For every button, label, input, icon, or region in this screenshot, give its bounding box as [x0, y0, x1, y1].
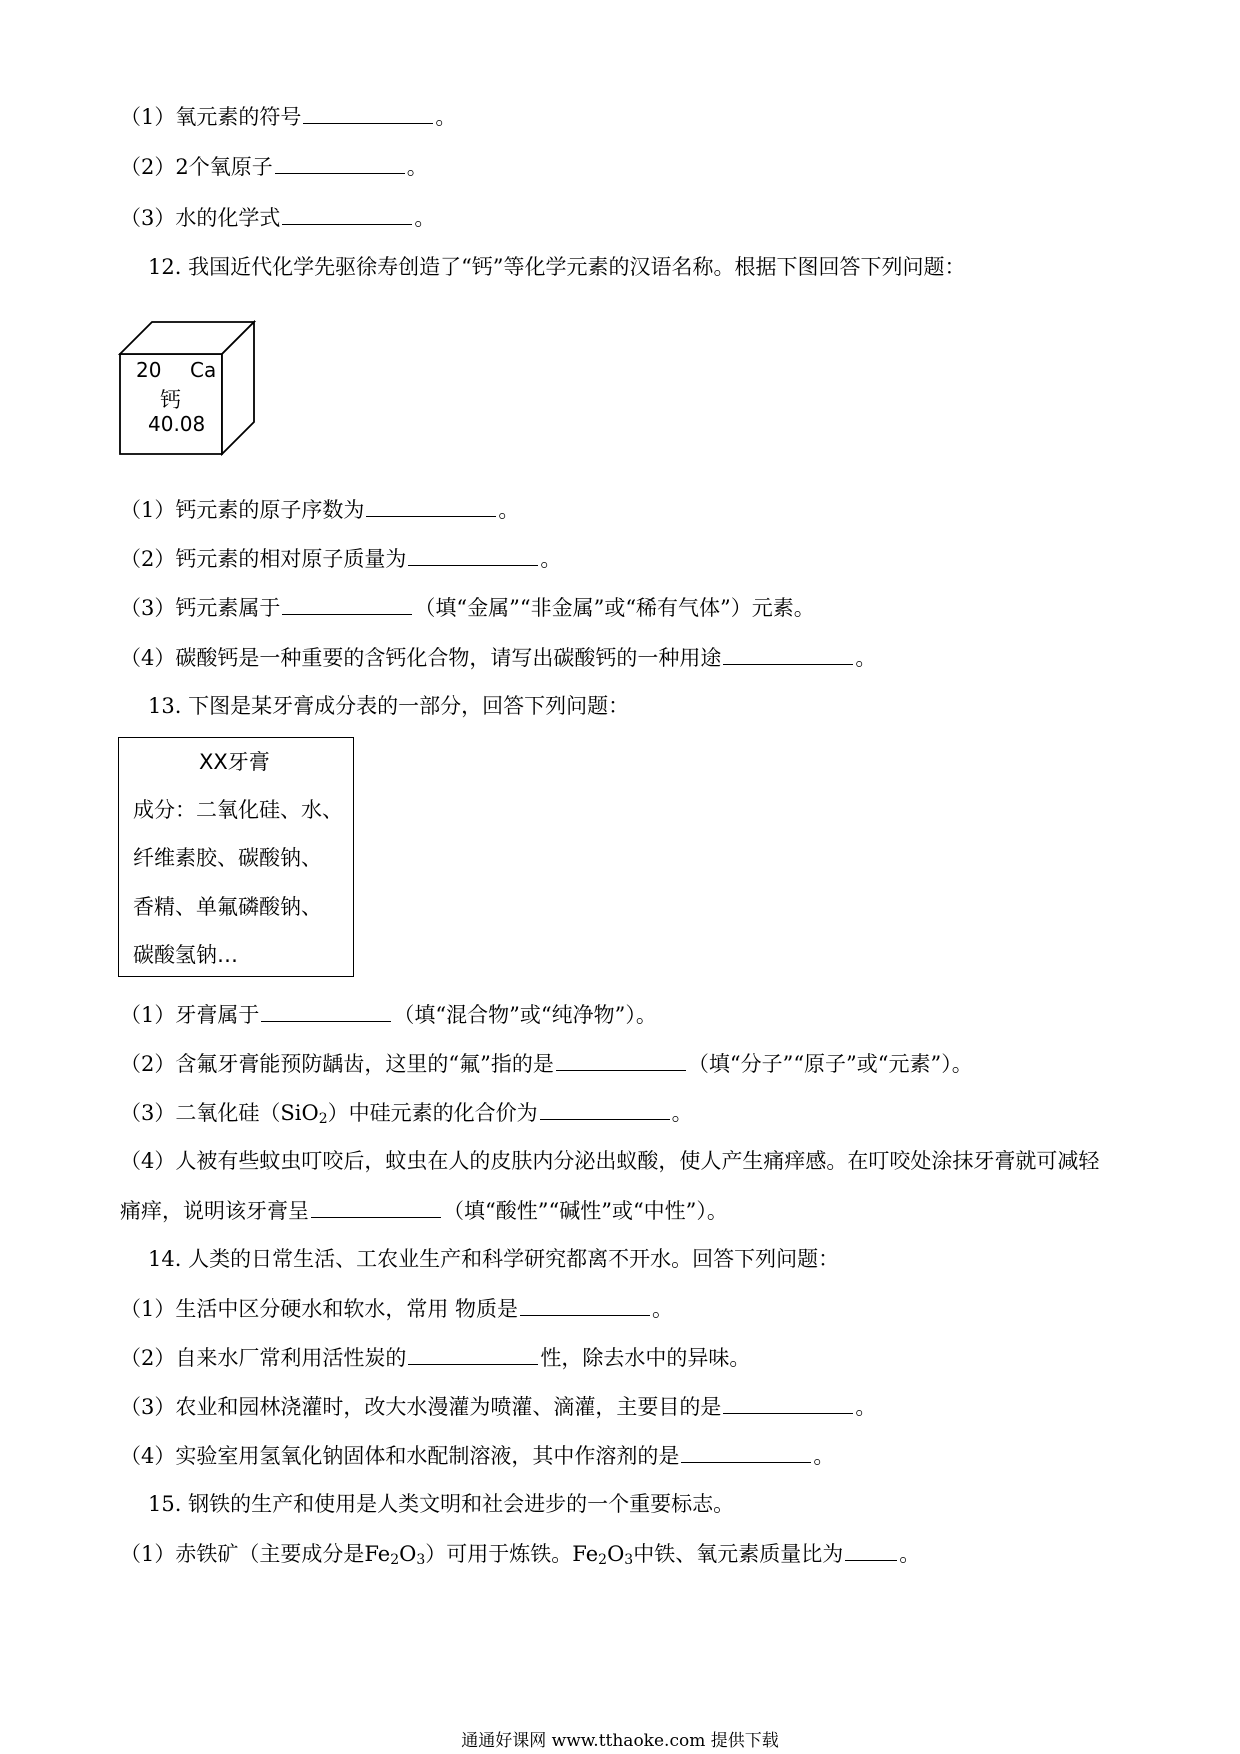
- answer-blank[interactable]: [845, 1538, 897, 1561]
- answer-blank[interactable]: [366, 494, 496, 517]
- q13-item-2: （2）含氟牙膏能预防龋齿，这里的“氟”指的是 （填“分子”“原子”或“元素”）。: [120, 1048, 973, 1079]
- answer-blank[interactable]: [303, 101, 433, 124]
- answer-blank[interactable]: [556, 1048, 686, 1071]
- periodic-element-cube: [118, 320, 258, 456]
- atomic-number: 20: [136, 358, 162, 382]
- q13-item-1: （1）牙膏属于 （填“混合物”或“纯净物”）。: [120, 999, 657, 1030]
- label-line: 纤维素胶、碳酸钠、: [133, 846, 322, 870]
- answer-blank[interactable]: [282, 592, 412, 615]
- q14-item-3: （3）农业和园林浇灌时，改大水漫灌为喷灌、滴灌，主要目的是 。: [120, 1391, 876, 1422]
- q14-stem: 14. 人类的日常生活、工农业生产和科学研究都离不开水。回答下列问题：: [148, 1247, 840, 1271]
- q12-item-4: （4）碳酸钙是一种重要的含钙化合物，请写出碳酸钙的一种用途 。: [120, 642, 876, 673]
- q15-item-1: （1）赤铁矿（主要成分是$Fe_2O_3$）可用于炼铁。$Fe_2O_3$中铁、氧元素质量比为 。: [120, 1538, 920, 1569]
- q13-item-3: （3）二氧化硅（SiO$_2$）中硅元素的化合价为 。: [120, 1097, 693, 1128]
- q13-item-4: （4）人被有些蚊虫叮咬后，蚊虫在人的皮肤内分泌出蚁酸，使人产生痛痒感。在叮咬处涂抹牙膏就可减轻: [120, 1149, 1100, 1173]
- q14-item-1: （1）生活中区分硬水和软水，常用 物质是 。: [120, 1293, 673, 1324]
- page-footer: 通通好课网 www.tthaoke.com 提供下载: [461, 1731, 779, 1751]
- q12-item-2: （2）钙元素的相对原子质量为 。: [120, 543, 561, 574]
- q14-item-4: （4）实验室用氢氧化钠固体和水配制溶液，其中作溶剂的是 。: [120, 1440, 834, 1471]
- q14-item-2: （2）自来水厂常利用活性炭的 性，除去水中的异味。: [120, 1342, 750, 1373]
- q11-item-3: （3）水的化学式 。: [120, 202, 435, 233]
- answer-blank[interactable]: [408, 543, 538, 566]
- answer-blank[interactable]: [261, 999, 391, 1022]
- q15-stem: 15. 钢铁的生产和使用是人类文明和社会进步的一个重要标志。: [148, 1492, 735, 1516]
- q13-item-4-cont: 痛痒，说明该牙膏呈 （填“酸性”“碱性”或“中性”）。: [120, 1195, 728, 1226]
- q11-item-1: （1）氧元素的符号 。: [120, 101, 456, 132]
- answer-blank[interactable]: [520, 1293, 650, 1316]
- label-line: 碳酸氢钠…: [133, 943, 238, 967]
- element-name: 钙: [160, 388, 181, 412]
- element-symbol: Ca: [190, 358, 217, 382]
- answer-blank[interactable]: [540, 1097, 670, 1120]
- answer-blank[interactable]: [723, 642, 853, 665]
- answer-blank[interactable]: [282, 202, 412, 225]
- q12-stem: 12. 我国近代化学先驱徐寿创造了“钙”等化学元素的汉语名称。根据下图回答下列问题：: [148, 255, 966, 279]
- label-line: 成分：二氧化硅、水、: [133, 798, 343, 822]
- q11-item-2: （2）2个氧原子 。: [120, 151, 428, 182]
- answer-blank[interactable]: [275, 151, 405, 174]
- atomic-mass: 40.08: [148, 412, 206, 436]
- label-line: 香精、单氟磷酸钠、: [133, 895, 322, 919]
- answer-blank[interactable]: [311, 1195, 441, 1218]
- q12-item-1: （1）钙元素的原子序数为 。: [120, 494, 519, 525]
- q13-stem: 13. 下图是某牙膏成分表的一部分，回答下列问题：: [148, 694, 630, 718]
- answer-blank[interactable]: [408, 1342, 538, 1365]
- answer-blank[interactable]: [681, 1440, 811, 1463]
- toothpaste-label: [118, 737, 354, 977]
- label-title: XX牙膏: [199, 750, 270, 774]
- q12-item-3: （3）钙元素属于 （填“金属”“非金属”或“稀有气体”）元素。: [120, 592, 815, 623]
- answer-blank[interactable]: [723, 1391, 853, 1414]
